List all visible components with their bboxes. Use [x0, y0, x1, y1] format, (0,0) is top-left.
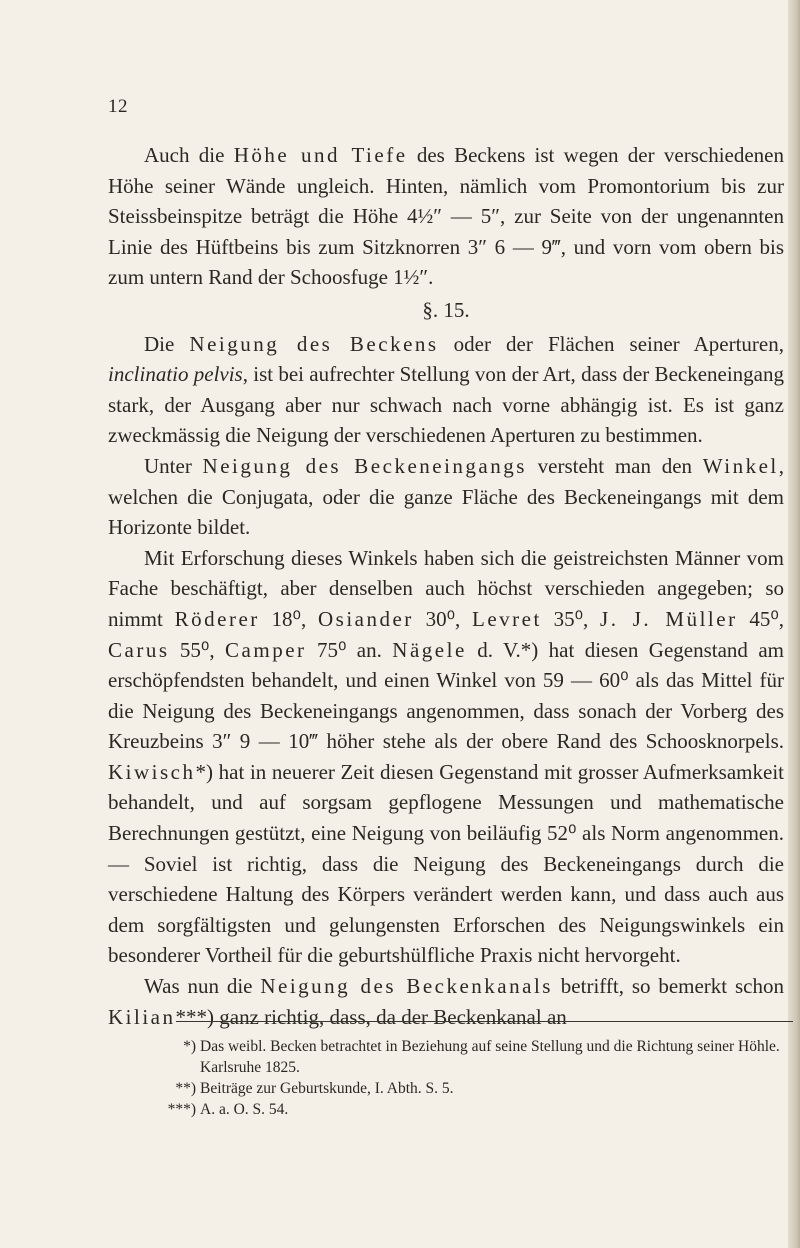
footnote: [162, 1036, 786, 1078]
page-edge-shadow: [788, 0, 800, 1248]
page-number: 12: [108, 96, 128, 117]
footnotes: [162, 1036, 786, 1120]
paragraph-height-depth: Auch die Höhe und Tiefe des Beckens ist wegen der verschiedenen Höhe seiner Wände ungleich. Hinten, nämlich vom Promontorium bis zur Steissbeinspitze beträgt die Höhe 4½″ — 5″, zur Seite von der ungenannten Linie des Hüftbeins bis zum Sitzknorren 3″ 6 — 9‴, und vorn vom obern bis zum untern Rand der Schoosfuge 1½″.: [108, 143, 784, 290]
footnote-mark: **): [175, 1080, 196, 1097]
paragraph-inclination: Die Neigung des Beckens oder der Flächen seiner Aperturen, inclinatio pelvis, ist bei aufrechter Stellung von der Art, dass der Beckeneingang stark, der Ausgang aber nur schwach nach vorne abhängig ist. Es ist ganz zweckmässig die Neigung der verschiedenen Aperturen zu bestimmen.: [108, 331, 785, 448]
paragraph-inlet-definition: Unter Neigung des Beckeneingangs versteht man den Winkel, welchen die Conjugata, oder die ganze Fläche des Beckeneingangs mit dem Horizonte bildet.: [108, 453, 784, 540]
author-name: Camper: [225, 637, 307, 662]
emphasis-hoehe-tiefe: Höhe und Tiefe: [233, 143, 408, 167]
author-name: Osiander: [317, 606, 414, 631]
footnote-text: Das weibl. Becken betrachtet in Beziehung auf seine Stellung und die Richtung seiner Höhle. Karlsruhe 1825.: [200, 1038, 780, 1076]
author-name: Röderer: [174, 606, 260, 631]
footnote: [162, 1078, 786, 1099]
paragraph-authors: Mit Erforschung dieses Winkels haben sich die geistreichsten Männer vom Fache beschäftigt, aber denselben auch höchst verschieden angegeben; so nimmt Röderer 18⁰, Osiander 30⁰, Levret 35⁰, J. J. Müller 45⁰, Carus 55⁰, Camper 75⁰ an. Nägele d. V.*) hat diesen Gegenstand am erschöpfendsten behandelt, und einen Winkel von 59 — 60⁰ als das Mittel für die Neigung des Beckeneingangs angenommen, dass sonach der Vorberg des Kreuzbeins 3″ 9 — 10‴ höher stehe als der obere Rand des Schoosknorpels. Kiwisch*) hat in neuerer Zeit diesen Gegenstand mit grosser Aufmerksamkeit behandelt, und auf sorgsam gepflogene Messungen und mathematische Berechnungen gestützt, eine Neigung von beiläufig 52⁰ als Norm angenommen. — Soviel ist richtig, dass die Neigung des Beckeneingangs durch die verschiedene Haltung des Körpers verändert werden kann, und dass auch aus dem sorgfältigsten und gelungensten Erforschen des Neigungswinkels ein besonderer Vortheil für die geburtshülfliche Praxis nicht hervorgeht.: [108, 545, 785, 968]
main-text: [108, 140, 784, 1032]
emphasis-winkel: Winkel: [702, 453, 779, 478]
author-name: Nägele: [392, 637, 467, 662]
author-name: J. J. Müller: [600, 606, 738, 631]
emphasis-neigung-kanal: Neigung des Beckenkanals: [260, 974, 553, 999]
author-name: Kiwisch: [108, 759, 196, 784]
section-heading: §. 15.: [422, 297, 470, 322]
emphasis-neigung-eingang: Neigung des Beckeneingangs: [202, 453, 527, 478]
footnote-separator: [176, 1021, 793, 1022]
footnote-mark: *): [183, 1038, 196, 1055]
author-name: Carus: [108, 637, 170, 662]
paragraph-canal: Was nun die Neigung des Beckenkanals betrifft, so bemerkt schon Kilian***) ganz richtig, dass, da der Beckenkanal an: [108, 974, 784, 1029]
emphasis-neigung-beckens: Neigung des Beckens: [189, 331, 439, 356]
footnote: [162, 1099, 786, 1120]
author-name: Levret: [472, 606, 542, 631]
footnote-text: Beiträge zur Geburtskunde, I. Abth. S. 5.: [200, 1080, 454, 1097]
author-name: Kilian: [108, 1004, 176, 1029]
footnote-mark: ***): [167, 1101, 196, 1118]
latin-term: inclinatio pelvis: [108, 362, 243, 387]
footnote-text: A. a. O. S. 54.: [200, 1101, 289, 1118]
